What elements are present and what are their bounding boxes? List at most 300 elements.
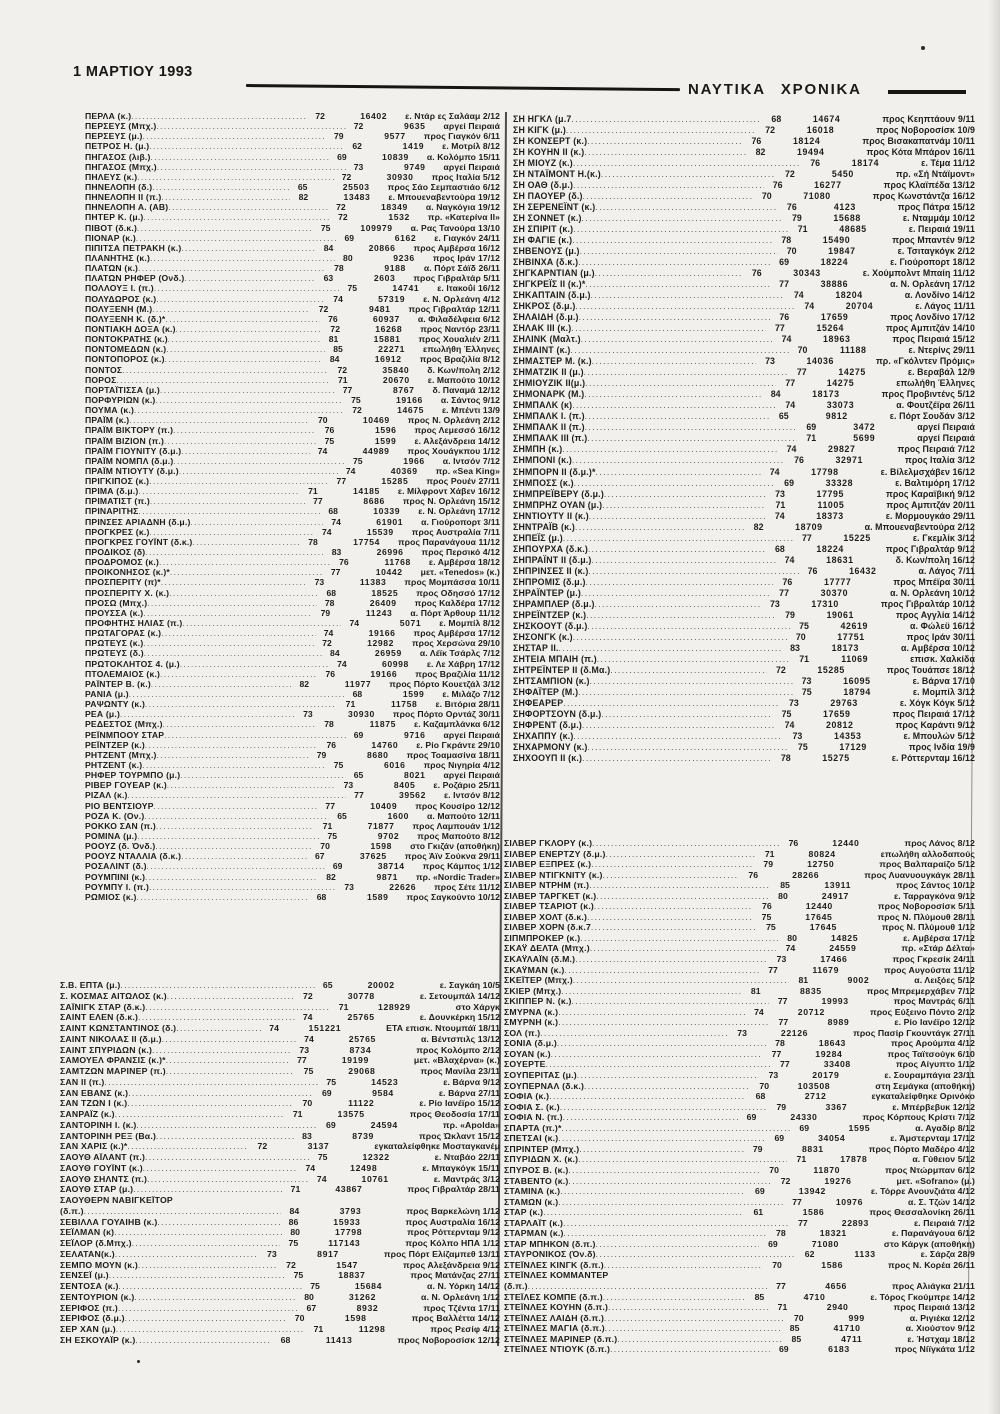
tonnage: 17129: [839, 741, 867, 752]
year-built: 83: [302, 1130, 312, 1141]
ship-row: [60, 1303, 500, 1314]
year-built: 71: [806, 433, 817, 444]
year-built: 74: [793, 290, 804, 301]
ship-row: [513, 202, 975, 213]
year-built: 73: [343, 780, 354, 791]
ship-row: [85, 446, 500, 456]
tonnage: 18321: [819, 1228, 847, 1239]
year-built: 76: [786, 202, 797, 213]
dot-leader: [575, 955, 767, 966]
dot-leader: [563, 1113, 738, 1124]
ship-row: [60, 1238, 500, 1249]
ship-row: [513, 334, 975, 345]
year-built: 70: [761, 191, 772, 202]
voyage-status: α. Ριγιέκα 12/12: [909, 1312, 975, 1323]
ship-list-right-bottom: [504, 838, 975, 1355]
ship-name: ΣΑΜΤΖΩΝ ΜΑΡΙΝΕΡ (π.): [60, 1066, 166, 1076]
ship-row: [85, 699, 500, 709]
tonnage: 18794: [843, 686, 871, 697]
voyage-status: προς Χουαλιέν 2/11: [418, 334, 500, 345]
year-built: 81: [328, 334, 339, 345]
voyage-status: προς Αρούμπα 4/12: [890, 1038, 975, 1049]
year-built: 71: [308, 486, 318, 497]
ship-row: [504, 954, 975, 965]
ship-row: [504, 1292, 975, 1303]
ship-name: ΣΗΤΕΙΑ ΜΠΑΙΗ (π.): [513, 653, 597, 664]
ship-name: ΣΗΓΚΡΕΪΣ ΙΙ (κ.)*: [513, 279, 586, 290]
year-built: 72: [318, 303, 329, 314]
dot-leader: [603, 1293, 746, 1304]
voyage-status: προς Γιαγκόν 6/11: [423, 131, 500, 142]
ship-row: [85, 679, 500, 689]
ship-name: ΣΗΠΡΑΪΝΤ ΙΙ (δ.μ.): [513, 554, 592, 565]
year-built: 69: [784, 477, 794, 488]
ship-row: [60, 1174, 500, 1185]
ship-row: [504, 1091, 975, 1102]
year-built: 76: [324, 425, 335, 436]
dot-leader: [606, 850, 756, 861]
ship-row: [85, 365, 500, 375]
tonnage: 33073: [826, 400, 855, 411]
ship-row: [513, 158, 975, 169]
year-built: 71: [313, 1324, 324, 1334]
ship-row: [513, 489, 975, 500]
year-built: 68: [316, 891, 327, 902]
year-built: 77: [342, 384, 353, 395]
ship-name: ΣΗ ΠΑΟΥΕΡ (δ.): [513, 191, 583, 202]
ship-name: ΣΟΝΙΑ (δ.μ.): [504, 1038, 557, 1049]
voyage-status: στο Κάργκ (αποθήκη): [883, 1238, 975, 1249]
ship-name: ΠΟΝΤΙΑΚΗ ΔΟΞΑ (κ.): [85, 323, 176, 334]
dot-leader: [150, 497, 305, 507]
year-built: 73: [775, 488, 785, 499]
ship-row: [513, 312, 975, 323]
ship-name: ΣΗ ΚΟΥΗΝ ΙΙ (κ.): [513, 147, 585, 158]
ship-row: [504, 922, 975, 933]
ship-row: [85, 618, 500, 628]
voyage-status: ε. Γιούροπορτ 18/12: [890, 257, 975, 268]
ship-row: [85, 486, 500, 496]
voyage-status: προς Αλιάγκα 21/11: [891, 1280, 975, 1291]
ship-name: ΣΕΝΣΕΪ (μ.): [60, 1270, 109, 1281]
tonnage: 15285: [817, 664, 845, 675]
dot-leader: [128, 1142, 250, 1153]
dot-leader: [131, 112, 307, 122]
year-built: 77: [779, 279, 789, 290]
year-built: 71: [337, 374, 348, 385]
header-rule-short: [888, 90, 966, 94]
tonnage: 16095: [843, 675, 871, 686]
ship-name: ΡΑΪΝΤΕΡ Β. (κ.): [85, 678, 151, 689]
dot-leader: [604, 1314, 785, 1325]
tonnage: 15688: [833, 213, 861, 224]
year-built: 75: [351, 394, 361, 405]
year-built: 80: [304, 1291, 314, 1302]
year-built: 77: [775, 323, 785, 334]
ship-row: [513, 687, 975, 698]
ship-row: [504, 1281, 975, 1292]
voyage-status: προς Βραζιλία 11/12: [415, 668, 500, 679]
ship-name: ΡΟΣΑΛΙΝΤ (δ.): [85, 861, 147, 872]
year-built: 77: [354, 790, 364, 801]
ship-name: ΠΗΤΕΡ Κ. (μ.): [85, 212, 144, 223]
voyage-status: προς Ναντόρ 23/11: [420, 323, 500, 334]
ship-name: ΣΗΜΟΝΑΡΚ (Μ.): [513, 389, 585, 400]
voyage-status: προς Χουάγκπου 1/12: [407, 445, 500, 456]
tonnage: 18224: [820, 257, 849, 268]
ship-row: [60, 1324, 500, 1335]
voyage-status: α. Βέντσπιλς 13/12: [420, 1033, 500, 1044]
year-built: 71: [799, 653, 810, 664]
voyage-status: προς Πόρτο Ορντάζ 30/11: [392, 709, 500, 720]
year-built: 74: [304, 1033, 314, 1044]
dot-leader: [166, 1067, 296, 1078]
ship-row: [513, 367, 975, 378]
ship-list-left-bottom: [60, 980, 500, 1346]
voyage-status: προς Κολόμπο 2/12: [416, 1044, 500, 1055]
tonnage: 71080: [803, 191, 831, 202]
year-built: 78: [324, 597, 335, 608]
voyage-status: μετ. «Tenedos» (κ.): [420, 567, 500, 578]
ship-name: ΣΤΑΡ ΜΠΗΚΟΝ (δ.π.): [504, 1238, 596, 1249]
ship-name: ΣΙΛΒΕΡ ΕΞΠΡΕΣ (κ.): [504, 859, 592, 870]
ship-row: [513, 522, 975, 533]
tonnage: 5071: [399, 618, 422, 629]
voyage-status: προς Αμβέρσα 17/12: [413, 628, 500, 639]
year-built: 72: [775, 664, 786, 675]
ship-row: [60, 1335, 500, 1346]
ship-name: ΠΟΡΟΣ: [85, 374, 117, 385]
ship-name: ΣΗΣΚΟΟΥΤ (δ.μ.): [513, 620, 588, 631]
dot-leader: [578, 257, 770, 268]
ship-name: ΡΕΪΝΜΠΟΟΥ ΣΤΑΡ: [85, 729, 165, 740]
tonnage: 71080: [811, 1238, 839, 1249]
tonnage: 11005: [817, 499, 845, 510]
year-built: 71: [292, 1109, 303, 1119]
year-built: 78: [334, 263, 344, 274]
tonnage: 8932: [356, 1302, 379, 1313]
tonnage: 14353: [833, 730, 862, 741]
dot-leader: [164, 437, 316, 447]
ship-name: ΣΗΜΑΙΝΤ (κ.): [513, 345, 571, 356]
ship-row: [85, 577, 500, 587]
tonnage: 40369: [390, 465, 418, 476]
ship-row: [504, 1165, 975, 1176]
dot-leader: [145, 548, 323, 558]
tonnage: 10409: [370, 800, 398, 811]
tonnage: 33408: [823, 1059, 851, 1070]
dot-leader: [149, 142, 344, 152]
voyage-status: ε. Μπουεναβεντούρα 19/12: [388, 192, 500, 203]
tonnage: 14275: [838, 367, 866, 378]
ship-row: [85, 537, 500, 547]
year-built: 78: [776, 1228, 786, 1239]
voyage-status: προς Ρόττερνταμ 9/12: [407, 1227, 500, 1238]
voyage-status: αργεί Πειραιά: [917, 422, 975, 433]
ship-name: ΠΡΟΣΩ (Μπχ.): [85, 597, 148, 608]
dot-leader: [179, 467, 338, 477]
tonnage: 151221: [308, 1023, 342, 1033]
year-built: 77: [785, 378, 796, 389]
voyage-status: προς Πειραιά 17/12: [892, 708, 975, 719]
ship-row: [513, 555, 975, 566]
year-built: 75: [781, 708, 792, 719]
ship-name: ΣΤΕΪΝΛΕΣ ΝΤΙΟΥΚ (δ.π.): [504, 1344, 611, 1355]
dot-leader: [145, 1153, 310, 1164]
ship-name: ΠΡΟΓΚΡΕΣ (κ.): [85, 526, 150, 537]
voyage-status: εγκαταλείφθηκε Ορινόκο: [871, 1091, 975, 1102]
ship-row: [60, 1088, 500, 1099]
tonnage: 1547: [336, 1259, 358, 1270]
ship-name: ΣΜΥΡΝΑ (κ.): [504, 1006, 559, 1017]
tonnage: 18631: [826, 554, 854, 565]
tonnage: 9749: [403, 161, 426, 172]
year-built: 73: [765, 356, 775, 367]
voyage-status: ε. Παρανάγουα 6/12: [891, 1228, 975, 1239]
year-built: 74: [331, 516, 341, 527]
ship-row: [85, 405, 500, 415]
dot-leader: [579, 1145, 743, 1156]
year-built: 73: [299, 1044, 310, 1055]
dot-leader: [591, 923, 757, 934]
year-built: 69: [332, 861, 343, 872]
ship-name: ΠΤΟΛΕΜΑΙΟΣ (κ.): [85, 668, 161, 679]
ship-name: ΠΡΙΝΑΡΙΤΗΣ: [85, 506, 139, 517]
ship-row: [513, 257, 975, 268]
ship-row: [85, 882, 500, 892]
voyage-status: ε. Αμβέρσα 18/12: [428, 557, 500, 568]
dot-leader: [166, 1056, 289, 1067]
dot-leader: [176, 1024, 261, 1035]
ship-name: ΣΗΜΠΑΛΚ ΙΙ (π.): [513, 422, 585, 433]
ship-row: [85, 172, 500, 182]
ship-row: [504, 965, 975, 976]
ship-name: ΣΗ ΣΠΙΡΙΤ (κ.): [513, 224, 574, 235]
ship-name: ΣΙΛΒΕΡ ΤΣΑΡΙΟΤ (κ.): [504, 901, 595, 912]
scan-speck: [921, 46, 925, 50]
ship-row: [85, 283, 500, 293]
ship-name: ΣΗ ΝΤΑΪΜΟΝΤ Η.(κ.): [513, 169, 601, 180]
ship-name: ΠΛΑΤΩΝ ΡΗΦΕΡ (Ονδ.): [85, 273, 185, 284]
ship-name: ΣΗ ΚΟΝΣΕΡΤ (κ.): [513, 136, 588, 147]
voyage-status: προς Ρεσίφ 4/12: [430, 1324, 500, 1334]
year-built: 82: [299, 678, 310, 689]
ship-name: ΣΑΟΥΘ ΓΟΥΪΝΤ (κ.): [60, 1162, 143, 1173]
voyage-status: πρ. «Nordic Trader»: [415, 871, 500, 882]
ship-name: ΠΡΑΪΜ ΒΙΖΙΟΝ (π.): [85, 435, 165, 446]
ship-row: [85, 273, 500, 283]
tonnage: 10976: [835, 1196, 864, 1207]
dot-leader: [157, 1218, 280, 1229]
ship-row: [85, 304, 500, 314]
tonnage: 41710: [833, 1323, 861, 1334]
voyage-status: προς Καλδέρα 17/12: [414, 597, 500, 608]
dot-leader: [587, 433, 797, 444]
year-built: 75: [326, 1076, 337, 1087]
dot-leader: [562, 1124, 791, 1135]
dot-leader: [135, 1336, 272, 1347]
year-built: 75: [293, 1270, 304, 1281]
voyage-status: α. Ν. Υόρκη 14/12: [427, 1281, 500, 1291]
tonnage: 17645: [809, 922, 837, 933]
ship-name: ΣΚΙΕΡ (Μπχ.): [504, 985, 562, 996]
year-built: 75: [801, 686, 812, 697]
ship-name: ΣΗΣΤΑΡ ΙΙ.: [513, 642, 559, 653]
voyage-status: ε. Ντάρ ες Σαλάαμ 2/12: [405, 111, 500, 121]
dot-leader: [156, 122, 345, 132]
ship-name: ΣΗΠΟΥΡΧΑ (δ.κ.): [513, 543, 588, 554]
dot-leader: [592, 356, 756, 367]
ship-name: ΠΡΟΦΗΤΗΣ ΗΛΙΑΣ (π.): [85, 618, 183, 629]
tonnage: 15285: [381, 476, 409, 487]
year-built: 76: [339, 557, 349, 568]
dot-leader: [586, 577, 774, 588]
year-built: 72: [352, 405, 362, 416]
voyage-status: προς Σάο Σεμπαστιάο 6/12: [387, 181, 500, 192]
tonnage: 39562: [399, 790, 426, 801]
tonnage: 14185: [352, 486, 380, 497]
ship-row: [504, 901, 975, 912]
ship-name: ΣΗΜΠΑΛΚ Ι. (π.): [513, 411, 585, 422]
dot-leader: [161, 193, 290, 203]
voyage-status: προς Ν. Πλύμουθ 1/12: [881, 922, 975, 933]
tonnage: 22893: [841, 1217, 869, 1228]
year-built: 75: [324, 435, 335, 446]
tonnage: 19166: [370, 668, 398, 679]
ship-name: (δ.π.): [504, 1280, 528, 1291]
year-built: 79: [752, 1143, 763, 1154]
ship-name: ΣΗΓΚΑΡΝΤΙΑΝ (μ.): [513, 268, 595, 279]
voyage-status: ε. Λε Χάβρη 17/12: [426, 658, 500, 669]
ship-row: [513, 665, 975, 676]
dot-leader: [160, 386, 335, 396]
tonnage: 17777: [823, 576, 852, 587]
year-built: 67: [306, 1302, 317, 1313]
ship-name: ΠΡΟΔΙΚΟΣ (δ): [85, 547, 146, 558]
tonnage: 16268: [375, 323, 403, 334]
dot-leader: [167, 781, 336, 791]
year-built: 76: [807, 565, 818, 576]
dot-leader: [572, 997, 769, 1008]
year-built: 82: [298, 192, 309, 203]
year-built: 62: [804, 1249, 815, 1260]
tonnage: 10469: [362, 415, 390, 426]
ship-row: [504, 1270, 975, 1281]
dot-leader: [563, 533, 793, 544]
ship-row: [85, 395, 500, 405]
ship-row: [513, 533, 975, 544]
ship-row: [85, 801, 500, 811]
dot-leader: [592, 555, 776, 566]
tonnage: 11243: [365, 607, 393, 618]
tonnage: 1586: [802, 1207, 825, 1218]
voyage-status: ε. Μπουλών 5/12: [903, 730, 975, 741]
tonnage: 1600: [387, 810, 410, 821]
ship-row: [513, 511, 975, 522]
year-built: 73: [769, 598, 780, 609]
ship-name: Σ.Β. ΕΠΤΑ (μ.): [60, 980, 121, 990]
tonnage: 8739: [352, 1130, 374, 1141]
ship-row: [504, 996, 975, 1007]
year-built: 74: [774, 510, 785, 521]
voyage-status: προς Ιταλία 5/12: [431, 171, 500, 182]
voyage-status: προς Βαλλέττα 14/12: [411, 1313, 500, 1324]
dot-leader: [156, 822, 315, 832]
voyage-status: προς Ν. Κορέα 26/11: [888, 1259, 975, 1270]
ship-name: ΣΤΕΪΝΛΕΣ ΜΑΡΙΝΕΡ (δ.π.): [504, 1333, 618, 1344]
year-built: 79: [316, 749, 327, 760]
voyage-status: ε. Ήστχαμ 18/12: [907, 1333, 975, 1344]
ship-name: ΠΡΙΜΑ (δ.μ.): [85, 486, 139, 497]
ship-row: [513, 709, 975, 720]
ship-name: ΠΟΡΤΑΪΤΙΣΣΑ (μ.): [85, 384, 160, 395]
ship-name: ΡΟΟΥΖ ΝΤΑΛΛΙΑ (δ.κ.): [85, 851, 182, 862]
ship-name: ΣΟΦΙΑ Ν. (π.): [504, 1112, 563, 1123]
ship-name: ΠΟΛΥΞΕΝΗ Κ. (δ.)*: [85, 313, 166, 324]
year-built: 69: [337, 151, 347, 162]
dot-leader: [155, 396, 342, 406]
voyage-status: επωλήθη αλλοδαπούς: [880, 848, 975, 859]
voyage-status: προς Γκρεσίκ 24/11: [892, 954, 975, 965]
ship-name: ΠΡΟΥΣΣΑ (κ.): [85, 607, 144, 618]
tonnage: 11298: [358, 1324, 386, 1334]
dot-leader: [594, 902, 753, 913]
voyage-status: ε. Βάρνα 17/10: [912, 675, 975, 686]
dot-leader: [128, 1089, 314, 1100]
year-built: 74: [754, 1006, 764, 1017]
dot-leader: [571, 114, 762, 125]
voyage-status: ε. Αλεξάνδρεια 14/12: [414, 435, 500, 446]
ship-name: ΣΗΠΡΙΝΣΕΣ ΙΙ (κ.): [513, 565, 589, 576]
dot-leader: [584, 147, 746, 158]
dot-leader: [161, 629, 315, 639]
dot-leader: [587, 621, 790, 632]
ship-name: ΣΗΡΑΪΝΤΕΡ (μ.): [513, 587, 582, 598]
ship-row: [513, 544, 975, 555]
year-built: 77: [330, 567, 341, 578]
year-built: 77: [780, 1059, 790, 1070]
ship-row: [504, 1323, 975, 1334]
ship-row: [504, 859, 975, 870]
tonnage: 61901: [376, 516, 404, 527]
ship-row: [504, 1176, 975, 1187]
year-built: 85: [780, 880, 790, 891]
tonnage: 19199: [341, 1055, 369, 1066]
year-built: 70: [772, 1259, 782, 1270]
dot-leader: [589, 881, 771, 892]
dot-leader: [152, 305, 310, 315]
ship-name: ΣΗΛΑΙΔΗ (δ.μ.): [513, 312, 579, 323]
ship-name: ΣΗΤΣΑΜΠΙΟΝ (κ.): [513, 675, 590, 686]
year-built: 73: [792, 730, 803, 741]
ship-name: ΣΗ ΚΙΓΚ (μ.): [513, 125, 567, 136]
ship-name: ΠΡΑΪΜ (κ.): [85, 415, 130, 426]
ship-name: ΠΟΝΤΟΣ: [85, 364, 123, 375]
ship-name: ΣΗΦΟΡΤΣΟΥΝ (δ.μ.): [513, 708, 602, 719]
ship-name: ΠΟΡΦΥΡΙΩΝ (κ.): [85, 394, 156, 405]
dot-leader: [165, 315, 319, 325]
ship-name: ΡΟΥΜΠΥ Ι. (π.): [85, 881, 150, 892]
year-built: 73: [768, 1070, 779, 1081]
year-built: 77: [336, 476, 347, 487]
dot-leader: [138, 487, 299, 497]
year-built: 79: [320, 607, 331, 618]
dot-leader: [109, 1271, 286, 1282]
year-built: 61: [753, 1207, 764, 1218]
tonnage: 19284: [815, 1048, 843, 1059]
dot-leader: [587, 136, 742, 147]
ship-name: ΣΙΛΒΕΡ ΤΑΡΓΚΕΤ (κ.): [504, 890, 597, 901]
